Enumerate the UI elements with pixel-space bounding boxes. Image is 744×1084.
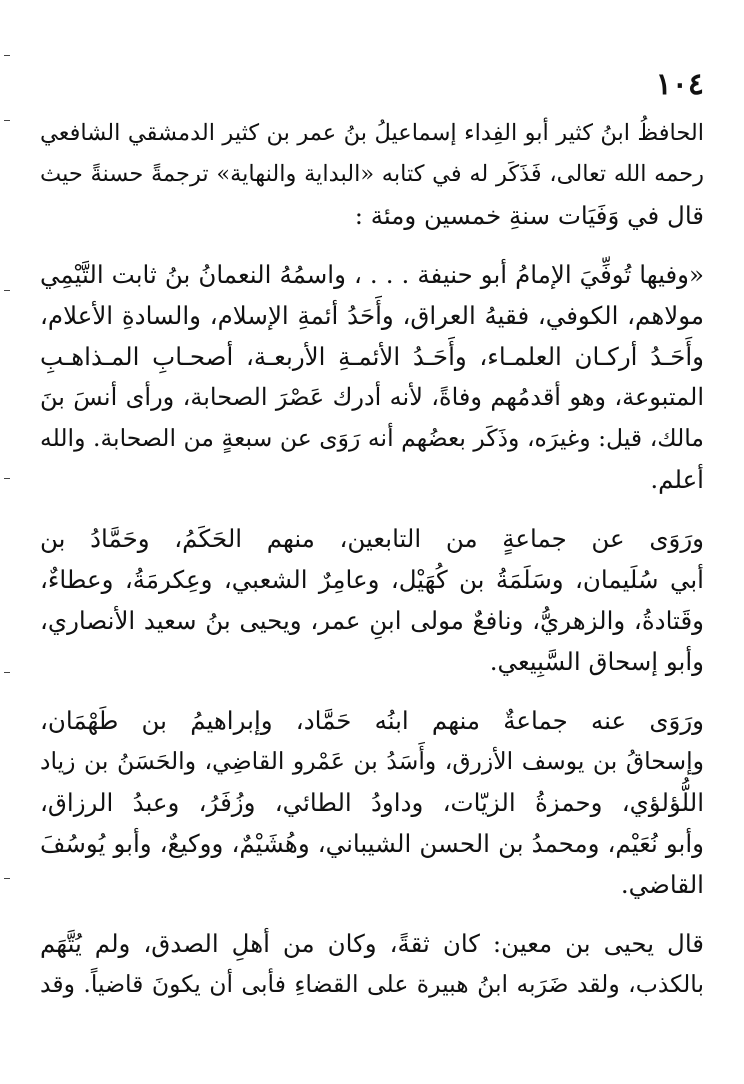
margin-mark <box>4 290 10 291</box>
text-line: وأبو إسحاق السَّبِيعي. <box>489 647 704 676</box>
text-line: أبي سُلَيمان، وسَلَمَةُ بن كُهَيْل، وعامِرٌ الشعبي، وعِكرمَةُ، وعطاءٌ، <box>40 565 704 594</box>
text-line: مالك، قيل: وغيرَه، وذَكَر بعضُهم أنه رَوَى عن سبعةٍ من الصحابة. والله <box>40 424 704 452</box>
text-line: بالكذب، ولقد ضَرَبه ابنُ هبيرة على القضاءِ فأبى أن يكونَ قاضياً. وقد <box>40 970 704 998</box>
paragraph-teachers <box>40 518 704 682</box>
text-line: مولاهم، الكوفي، فقيهُ العراق، وأَحَدُ أئمةِ الإسلام، والسادةِ الأعلام، <box>40 301 704 330</box>
text-line: القاضي. <box>620 870 704 899</box>
text-line: ورَوَى عن جماعةٍ من التابعين، منهم الحَكَمُ، وحَمَّادُ بن <box>40 524 704 553</box>
paragraph-ibn-maeen <box>40 923 704 1005</box>
text-line: قال يحيى بن معين: كان ثقةً، وكان من أهلِ الصدق، ولم يُتَّهَم <box>40 929 704 958</box>
text-line: أعلم. <box>650 465 704 494</box>
body-text <box>40 113 704 1005</box>
paragraph-quote <box>40 254 704 500</box>
text-line: الحافظُ ابنُ كثير أبو الفِداء إسماعيلُ بنُ عمر بن كثير الدمشقي الشافعي <box>40 120 704 146</box>
text-line: «وفيها تُوفِّيَ الإمامُ أبو حنيفة . . . ، واسمُهُ النعمانُ بنُ ثابت التَّيْمِي <box>40 260 704 289</box>
margin-mark <box>4 478 10 479</box>
text-line: ورَوَى عنه جماعةٌ منهم ابنُه حَمَّاد، وإبراهيمُ بن طَهْمَان، <box>40 706 704 735</box>
margin-mark <box>4 120 10 121</box>
page-number: ١٠٤ <box>655 67 704 102</box>
margin-mark <box>4 672 10 673</box>
text-line: المتبوعة، وهو أقدمُهم وفاةً، لأنه أدرك عَصْرَ الصحابة، ورأى أنسَ بنَ <box>40 383 704 411</box>
margin-mark <box>4 55 10 56</box>
text-line: وقَتادةُ، والزهريُّ، ونافعٌ مولى ابنِ عمر، ويحيى بنُ سعيد الأنصاري، <box>40 606 704 635</box>
text-line: وأبو نُعَيْم، ومحمدُ بن الحسن الشيباني، وهُشَيْمٌ، ووكيعٌ، وأبو يُوسُفَ <box>40 829 704 858</box>
text-line: رحمه الله تعالى، فَذَكَر له في كتابه «البداية والنهاية» ترجمةً حسنةً حيث <box>40 161 704 187</box>
paragraph-intro <box>40 113 704 236</box>
paragraph-students <box>40 700 704 905</box>
text-line: وأَحَـدُ أركـان العلمـاء، وأَحَـدُ الأئمـةِ الأربعـة، أصحـابِ المـذاهـبِ <box>40 342 704 371</box>
text-line: وإسحاقُ بن يوسف الأزرق، وأَسَدُ بن عَمْرو القاضِي، والحَسَنُ بن زياد <box>40 747 704 775</box>
text-line: قال في وَفَيَات سنةِ خمسين ومئة : <box>354 201 704 230</box>
margin-mark <box>4 878 10 879</box>
text-line: اللُّؤلؤي، وحمزةُ الزيّات، وداودُ الطائي، وزُفَرُ، وعبدُ الرزاق، <box>40 788 704 817</box>
